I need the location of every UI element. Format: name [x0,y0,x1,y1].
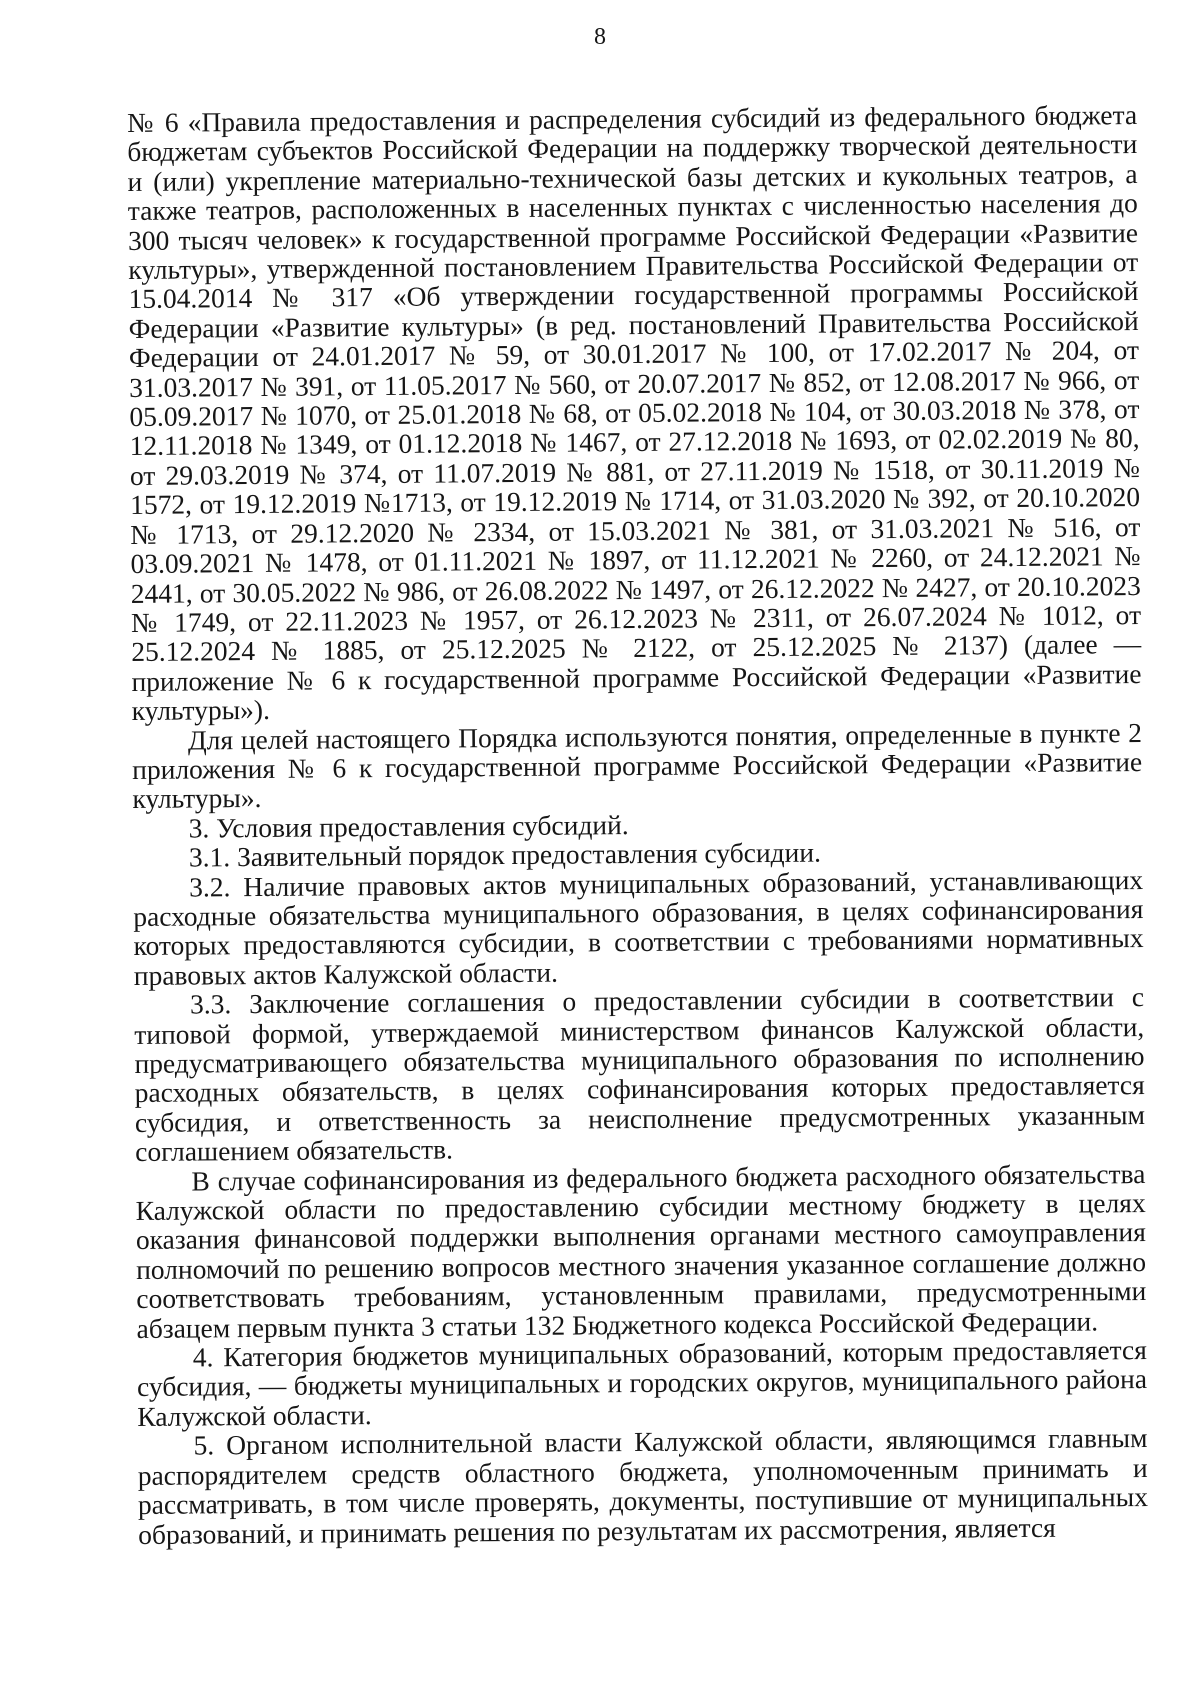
document-body [127,100,1148,1549]
paragraph-reference-continuation: № 6 «Правила предоставления и распределения субсидий из федерального бюджета бюджетам субъектов Российской Федерации на поддержку творческой деятельности и (или) укрепление материально-технической базы детских и кукольных театров, а также театров, расположенных в населенных пунктах с численностью населения до 300 тысяч человек» к государственной программе Российской Федерации «Развитие культуры», утвержденной постановлением Правительства Российской Федерации от 15.04.2014 № 317 «Об утверждении государственной программы Российской Федерации «Развитие культуры» (в ред. постановлений Правительства Российской Федерации от 24.01.2017 № 59, от 30.01.2017 № 100, от 17.02.2017 № 204, от 31.03.2017 № 391, от 11.05.2017 № 560, от 20.07.2017 № 852, от 12.08.2017 № 966, от 05.09.2017 № 1070, от 25.01.2018 № 68, от 05.02.2018 № 104, от 30.03.2018 № 378, от 12.11.2018 № 1349, от 01.12.2018 № 1467, от 27.12.2018 № 1693, от 02.02.2019 № 80, от 29.03.2019 № 374, от 11.07.2019 № 881, от 27.11.2019 № 1518, от 30.11.2019 № 1572, от 19.12.2019 №1713, от 19.12.2019 № 1714, от 31.03.2020 № 392, от 20.10.2020 № 1713, от 29.12.2020 № 2334, от 15.03.2021 № 381, от 31.03.2021 № 516, от 03.09.2021 № 1478, от 01.11.2021 № 1897, от 11.12.2021 № 2260, от 24.12.2021 № 2441, от 30.05.2022 № 986, от 26.08.2022 № 1497, от 26.12.2022 № 2427, от 20.10.2023 № 1749, от 22.11.2023 № 1957, от 26.12.2023 № 2311, от 26.07.2024 № 1012, от 25.12.2024 № 1885, от 25.12.2025 № 2122, от 25.12.2025 № 2137) (далее — приложение № 6 к государственной программе Российской Федерации «Развитие культуры»). [126,99,1142,727]
paragraph-definitions: Для целей настоящего Порядка используются понятия, определенные в пункте 2 приложения № 6 к государственной программе Российской Федерации «Развитие культуры». [132,716,1143,815]
clause-3-3: 3.3. Заключение соглашения о предоставлении субсидии в соответствии с типовой формой, утверждаемой министерством финансов Калужской области, предусматривающего обязательства муниципального образования по исполнению расходных обязательств, в целях софинансирования которых предоставляется субсидия, и ответственность за неисполнение предусмотренных указанным соглашением обязательств. [134,981,1146,1168]
page-number: 8 [594,24,606,50]
section-3-heading: 3. Условия предоставления субсидий. [188,808,629,844]
clause-5: 5. Органом исполнительной власти Калужской области, являющимся главным распорядителем средств областного бюджета, уполномоченным принимать и рассматривать, в том числе проверять, документы, поступившие от муниципальных образований, и принимать решения по результатам их рассмотрения, является [137,1422,1149,1550]
clause-3-2: 3.2. Наличие правовых актов муниципальных образований, устанавливающих расходные обязательства муниципального образования, в целях софинансирования которых предоставляются субсидии, в соответствии с требованиями нормативных правовых актов Калужской области. [133,863,1144,991]
clause-4: 4. Категория бюджетов муниципальных образований, которым предоставляется субсидия, — бюджеты муниципальных и городских округов, муниципального района Калужской области. [136,1334,1148,1432]
clause-3-1: 3.1. Заявительный порядок предоставления субсидии. [188,836,822,873]
paragraph-federal-cofinancing: В случае софинансирования из федерального бюджета расходного обязательства Калужской области по предоставлению субсидии местному бюджету в целях оказания финансовой поддержки выполнения органами местного самоуправления полномочий по решению вопросов местного значения указанное соглашение должно соответствовать требованиям, установленным правилами, предусмотренными абзацем первым пункта 3 статьи 132 Бюджетного кодекса Российской Федерации. [135,1157,1147,1344]
